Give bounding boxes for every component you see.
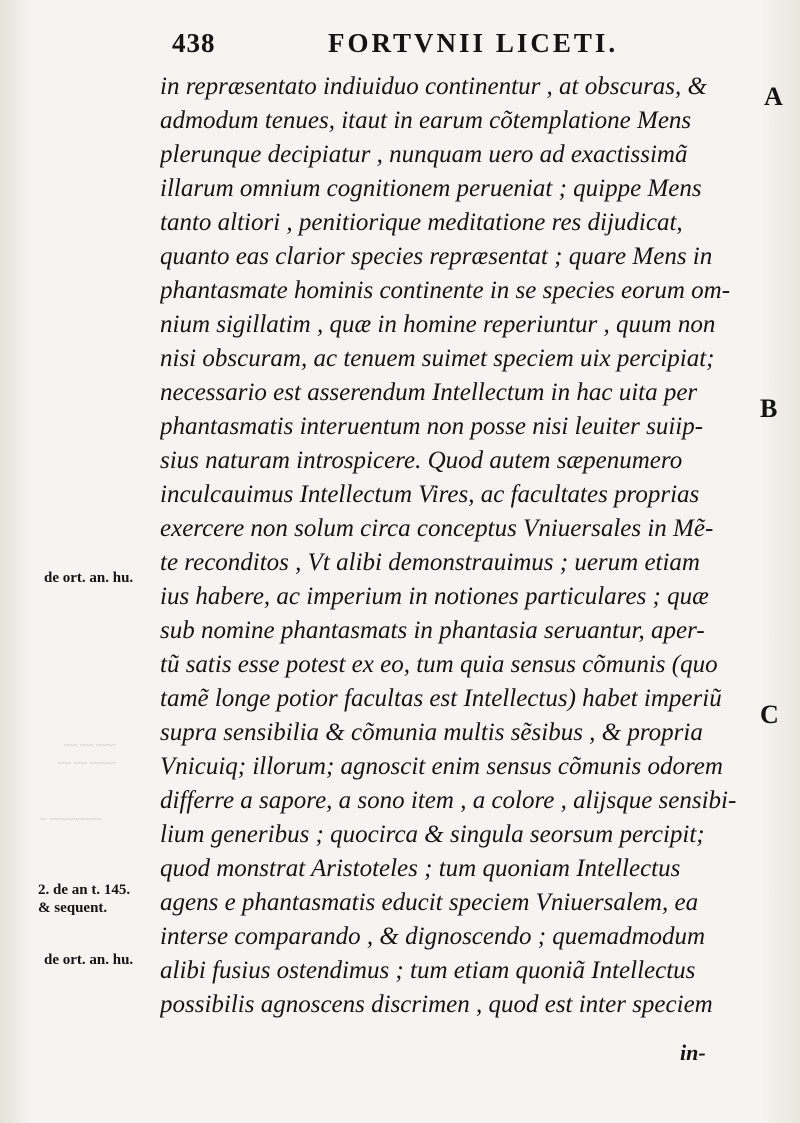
section-marker-b: B	[760, 394, 778, 423]
text-line: lium generibus ; quocirca & singula seorsum percipit;	[160, 821, 705, 848]
show-through-ghost: ~~~ ~~ ~~	[64, 738, 116, 752]
margin-note-ref: & sequent.	[38, 900, 108, 916]
show-through-ghost: ~~~~ ~~ ~~	[58, 756, 116, 770]
text-line: illarum omnium cognitionem perueniat ; quippe Mens	[160, 175, 702, 202]
text-line: interse comparando , & dignoscendo ; quemadmodum	[160, 923, 706, 950]
text-line: tanto altiori , penitiorique meditatione res dijudicat,	[160, 209, 683, 236]
text-line: tũ satis esse potest ex eo, tum quia sensus cõmunis (quo	[160, 651, 718, 678]
text-line: in repræsentato indiuiduo continentur , at obscuras, &	[160, 73, 707, 100]
text-line: sius naturam introspicere. Quod autem sæpenumero	[160, 447, 683, 474]
section-marker-c: C	[760, 700, 779, 729]
text-line: agens e phantasmatis educit speciem Vniuersalem, ea	[160, 889, 699, 916]
text-line: plerunque decipiatur , nunquam uero ad exactissimã	[160, 141, 688, 168]
text-line: possibilis agnoscens discrimen , quod est inter speciem	[160, 991, 713, 1018]
text-line: quod monstrat Aristoteles ; tum quoniam Intellectus	[160, 855, 681, 882]
text-line: necessario est asserendum Intellectum in hac uita per	[160, 379, 698, 406]
margin-note-ref: de ort. an. hu.	[44, 570, 134, 586]
text-line: differre a sapore, a sono item , a colore , alijsque sensibi-	[160, 787, 737, 814]
text-line: phantasmate hominis continente in se species eorum om-	[160, 277, 731, 304]
text-line: admodum tenues, itaut in earum cõtemplatione Mens	[160, 107, 692, 134]
section-marker-a: A	[764, 82, 783, 111]
text-line: quanto eas clarior species repræsentat ; quare Mens in	[160, 243, 713, 270]
text-line: exercere non solum circa conceptus Vniuersales in Mẽ-	[160, 515, 714, 542]
text-line: alibi fusius ostendimus ; tum etiam quoniã Intellectus	[160, 957, 696, 984]
running-title: FORTVNII LICETI.	[328, 28, 619, 58]
text-line: phantasmatis interuentum non posse nisi leuiter suiip-	[160, 413, 704, 440]
text-line: te reconditos , Vt alibi demonstrauimus ; uerum etiam	[160, 549, 700, 576]
text-line: inculcauimus Intellectum Vires, ac facultates proprias	[160, 481, 700, 508]
text-line: nium sigillatim , quæ in homine reperiuntur , quum non	[160, 311, 716, 338]
catchword: in-	[680, 1040, 706, 1065]
text-line: Vnicuiq; illorum; agnoscit enim sensus cõmunis odorem	[160, 753, 723, 780]
text-line: sub nomine phantasmats in phantasia seruantur, aper-	[160, 617, 705, 644]
page-number: 438	[172, 28, 216, 58]
page-header	[0, 20, 800, 60]
text-line: nisi obscuram, ac tenuem suimet speciem uix percipiat;	[160, 345, 715, 372]
text-line: supra sensibilia & cõmunia multis sẽsibus , & propria	[160, 719, 703, 746]
text-line: ius habere, ac imperium in notiones particulares ; quæ	[160, 583, 709, 610]
margin-note-ref: de ort. an. hu.	[44, 952, 134, 968]
margin-note-ref: 2. de an t. 145.	[38, 882, 131, 898]
text-line: tamẽ longe potior facultas est Intellectus) habet imperiũ	[160, 685, 722, 712]
show-through-ghost: ~~~~~~~~ ~	[40, 812, 102, 826]
